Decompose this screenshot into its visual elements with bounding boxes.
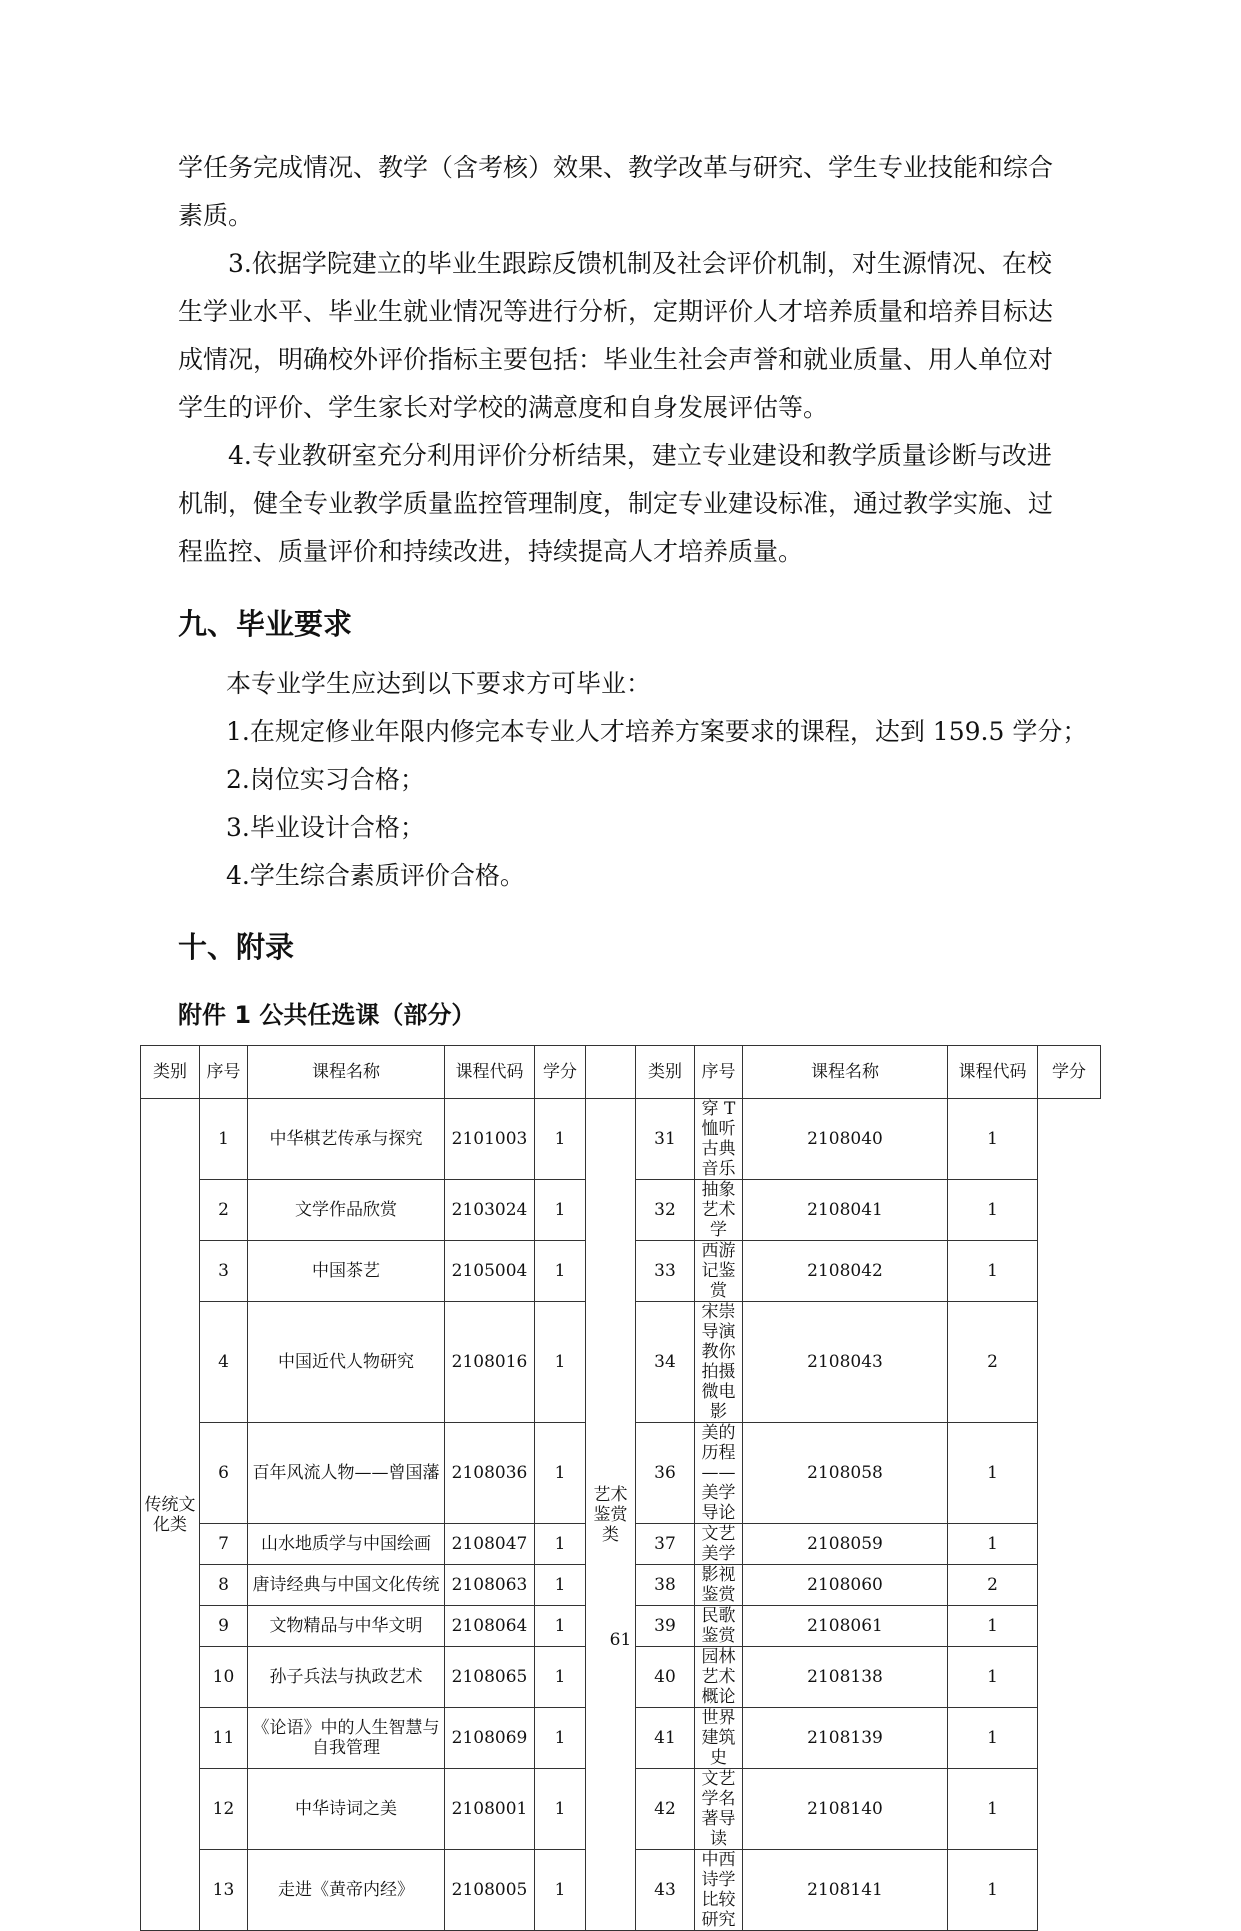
course-number: 12: [200, 1769, 248, 1850]
course-code: 2108061: [743, 1606, 948, 1647]
course-name: 中西诗学比较研究: [695, 1850, 743, 1931]
course-number: 31: [636, 1099, 695, 1180]
course-code: 2108041: [743, 1180, 948, 1241]
course-name: 文物精品与中华文明: [248, 1606, 445, 1647]
course-number: 10: [200, 1647, 248, 1708]
course-code: 2108065: [445, 1647, 535, 1708]
item3-line-1: 3.依据学院建立的毕业生跟踪反馈机制及社会评价机制，对生源情况、在校: [228, 249, 1052, 278]
course-credit: 1: [948, 1524, 1038, 1565]
course-number: 8: [200, 1565, 248, 1606]
course-code: 2108040: [743, 1099, 948, 1180]
course-number: 43: [636, 1850, 695, 1931]
course-credit: 1: [948, 1769, 1038, 1850]
course-credit: 1: [535, 1647, 586, 1708]
course-name: 走进《黄帝内经》: [248, 1850, 445, 1931]
course-name: 山水地质学与中国绘画: [248, 1524, 445, 1565]
course-number: 7: [200, 1524, 248, 1565]
course-name: 园林艺术概论: [695, 1647, 743, 1708]
page-number: 61: [609, 1630, 632, 1650]
course-number: 36: [636, 1423, 695, 1524]
course-name: 文学作品欣赏: [248, 1180, 445, 1241]
course-credit: 1: [948, 1099, 1038, 1180]
course-credit: 1: [948, 1180, 1038, 1241]
course-number: 41: [636, 1708, 695, 1769]
elective-course-table: [140, 1045, 1101, 1931]
requirement-1: 1.在规定修业年限内修完本专业人才培养方案要求的课程，达到 159.5 学分；: [226, 717, 1088, 746]
course-credit: 1: [535, 1302, 586, 1423]
course-code: 2108139: [743, 1708, 948, 1769]
course-number: 34: [636, 1302, 695, 1423]
course-number: 32: [636, 1180, 695, 1241]
course-name: 穿 T 恤听古典音乐: [695, 1099, 743, 1180]
course-code: 2108141: [743, 1850, 948, 1931]
header-course-code-right: 课程代码: [948, 1046, 1038, 1099]
course-code: 2105004: [445, 1241, 535, 1302]
item4-line-2: 机制，健全专业教学质量监控管理制度，制定专业建设标准，通过教学实施、过: [178, 489, 1054, 518]
course-number: 11: [200, 1708, 248, 1769]
course-code: 2108016: [445, 1302, 535, 1423]
course-code: 2108036: [445, 1423, 535, 1524]
header-course-name-left: 课程名称: [248, 1046, 445, 1099]
course-credit: 1: [948, 1850, 1038, 1931]
requirement-intro: 本专业学生应达到以下要求方可毕业：: [226, 669, 652, 698]
requirement-4: 4.学生综合素质评价合格。: [226, 861, 525, 890]
course-name: 中华棋艺传承与探究: [248, 1099, 445, 1180]
intro-paragraph: [178, 144, 1058, 240]
course-code: 2108063: [445, 1565, 535, 1606]
header-course-code-left: 课程代码: [445, 1046, 535, 1099]
course-number: 1: [200, 1099, 248, 1180]
course-code: 2108069: [445, 1708, 535, 1769]
course-name: 孙子兵法与执政艺术: [248, 1647, 445, 1708]
course-credit: 1: [535, 1769, 586, 1850]
course-code: 2108060: [743, 1565, 948, 1606]
header-course-name-right: 课程名称: [743, 1046, 948, 1099]
course-credit: 1: [535, 1850, 586, 1931]
header-number-left: 序号: [200, 1046, 248, 1099]
course-code: 2108138: [743, 1647, 948, 1708]
table-header-row: [141, 1046, 1101, 1099]
requirement-2: 2.岗位实习合格；: [226, 765, 425, 794]
course-name: 中华诗词之美: [248, 1769, 445, 1850]
requirement-3: 3.毕业设计合格；: [226, 813, 425, 842]
course-credit: 1: [535, 1241, 586, 1302]
course-code: 2108140: [743, 1769, 948, 1850]
course-number: 4: [200, 1302, 248, 1423]
course-credit: 1: [948, 1708, 1038, 1769]
graduation-requirements: [226, 660, 1087, 900]
course-credit: 1: [535, 1524, 586, 1565]
item3-paragraph: [178, 240, 1058, 432]
course-name: 美的历程——美学导论: [695, 1423, 743, 1524]
header-category-left: 类别: [141, 1046, 200, 1099]
section9-heading: 九、毕业要求: [178, 607, 353, 641]
course-name: 西游记鉴赏: [695, 1241, 743, 1302]
course-code: 2108001: [445, 1769, 535, 1850]
course-credit: 1: [948, 1241, 1038, 1302]
course-credit: 1: [535, 1099, 586, 1180]
header-credit-left: 学分: [535, 1046, 586, 1099]
header-number-right: 序号: [695, 1046, 743, 1099]
course-code: 2108043: [743, 1302, 948, 1423]
header-credit-right: 学分: [1038, 1046, 1101, 1099]
course-number: 39: [636, 1606, 695, 1647]
course-credit: 1: [535, 1180, 586, 1241]
course-number: 37: [636, 1524, 695, 1565]
item4-line-3: 程监控、质量评价和持续改进，持续提高人才培养质量。: [178, 537, 804, 566]
course-number: 40: [636, 1647, 695, 1708]
course-name: 抽象艺术学: [695, 1180, 743, 1241]
course-code: 2103024: [445, 1180, 535, 1241]
course-number: 2: [200, 1180, 248, 1241]
course-code: 2108005: [445, 1850, 535, 1931]
course-credit: 1: [535, 1708, 586, 1769]
intro-line-2: 素质。: [178, 201, 254, 230]
course-credit: 1: [948, 1606, 1038, 1647]
attachment-title: 附件 1 公共任选课（部分）: [178, 1001, 476, 1029]
category-right: 艺术鉴赏类: [586, 1099, 636, 1931]
course-number: 9: [200, 1606, 248, 1647]
course-number: 13: [200, 1850, 248, 1931]
course-number: 38: [636, 1565, 695, 1606]
course-number: 33: [636, 1241, 695, 1302]
course-number: 42: [636, 1769, 695, 1850]
course-name: 百年风流人物——曾国藩: [248, 1423, 445, 1524]
course-code: 2101003: [445, 1099, 535, 1180]
item4-line-1: 4.专业教研室充分利用评价分析结果，建立专业建设和教学质量诊断与改进: [228, 441, 1052, 470]
course-name: 《论语》中的人生智慧与自我管理: [248, 1708, 445, 1769]
table-gap-column: [586, 1046, 636, 1099]
category-left: 传统文化类: [141, 1099, 200, 1931]
course-name: 影视鉴赏: [695, 1565, 743, 1606]
course-number: 6: [200, 1423, 248, 1524]
course-credit: 2: [948, 1565, 1038, 1606]
course-code: 2108064: [445, 1606, 535, 1647]
course-code: 2108059: [743, 1524, 948, 1565]
course-name: 世界建筑史: [695, 1708, 743, 1769]
course-name: 唐诗经典与中国文化传统: [248, 1565, 445, 1606]
header-category-right: 类别: [636, 1046, 695, 1099]
course-name: 文艺美学: [695, 1524, 743, 1565]
course-credit: 1: [948, 1647, 1038, 1708]
course-credit: 1: [535, 1606, 586, 1647]
course-name: 中国茶艺: [248, 1241, 445, 1302]
item3-line-3: 成情况，明确校外评价指标主要包括：毕业生社会声誉和就业质量、用人单位对: [178, 345, 1054, 374]
item3-line-2: 生学业水平、毕业生就业情况等进行分析，定期评价人才培养质量和培养目标达: [178, 297, 1054, 326]
course-credit: 1: [948, 1423, 1038, 1524]
item3-line-4: 学生的评价、学生家长对学校的满意度和自身发展评估等。: [178, 393, 829, 422]
intro-line-1: 学任务完成情况、教学（含考核）效果、教学改革与研究、学生专业技能和综合: [178, 153, 1054, 182]
course-name: 文艺学名著导读: [695, 1769, 743, 1850]
course-name: 中国近代人物研究: [248, 1302, 445, 1423]
table-body: [141, 1099, 1101, 1931]
course-name: 宋崇导演教你拍摄微电影: [695, 1302, 743, 1423]
course-credit: 2: [948, 1302, 1038, 1423]
course-name: 民歌鉴赏: [695, 1606, 743, 1647]
section10-heading: 十、附录: [178, 930, 295, 964]
course-code: 2108058: [743, 1423, 948, 1524]
table-row: [141, 1099, 1101, 1180]
course-number: 3: [200, 1241, 248, 1302]
course-code: 2108047: [445, 1524, 535, 1565]
course-credit: 1: [535, 1423, 586, 1524]
course-code: 2108042: [743, 1241, 948, 1302]
course-credit: 1: [535, 1565, 586, 1606]
item4-paragraph: [178, 432, 1058, 576]
